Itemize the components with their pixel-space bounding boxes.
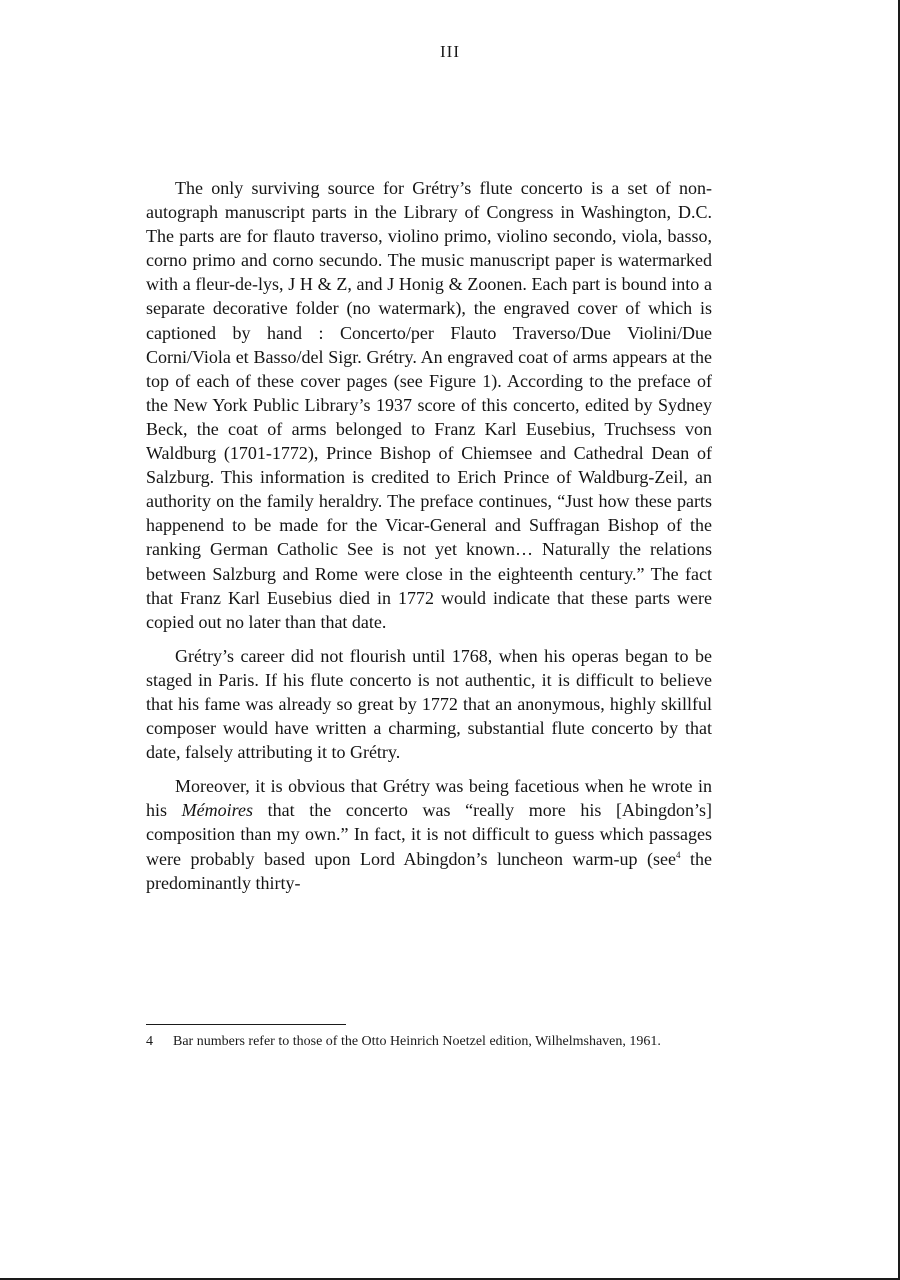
footnote-reference[interactable]: 4 <box>675 849 681 860</box>
footnote-divider <box>146 1024 346 1025</box>
paragraph-3 <box>146 774 712 894</box>
paragraph-2: Grétry’s career did not flourish until 1768, when his operas began to be staged in Paris. If his flute concerto is not authentic, it is difficult to believe that his fame was already so great by 1772 that an anonymous, highly skillful composer would have written a charming, substantial flute concerto by that date, falsely attributing it to Grétry. <box>146 645 712 763</box>
memoires-title: Mémoires <box>181 800 253 821</box>
paragraph-3-text-middle: that the concerto was “really more his [Abingdon’s] composition than my own.” In fact, it is not difficult to guess which passages were probably based upon Lord Abingdon’s luncheon warm-up (see <box>146 800 712 869</box>
footnote-text: Bar numbers refer to those of the Otto Heinrich Noetzel edition, Wilhelmshaven, 1961. <box>173 1034 661 1049</box>
paragraph-1: The only surviving source for Grétry’s flute concerto is a set of non-autograph manuscript parts in the Library of Congress in Washington, D.C. The parts are for flauto traverso, violino primo, violino secondo, viola, basso, corno primo and corno secundo. The music manuscript paper is watermarked with a fleur-de-lys, J H & Z, and J Honig & Zoonen. Each part is bound into a separate decorative folder (no watermark), the engraved cover of which is captioned by hand : Concerto/per Flauto Traverso/Due Violini/Due Corni/Viola et Basso/del Sigr. Grétry. An engraved coat of arms appears at the top of each of these cover pages (see Figure 1). According to the preface of the New York Public Library’s 1937 score of this concerto, edited by Sydney Beck, the coat of arms belonged to Franz Karl Eusebius, Truchsess von Waldburg (1701-1772), Prince Bishop of Chiemsee and Cathedral Dean of Salzburg. This information is credited to Erich Prince of Waldburg-Zeil, an authority on the family heraldry. The preface continues, “Just how these parts happenend to be made for the Vicar-General and Suffragan Bishop of the ranking German Catholic See is not yet known… Naturally the relations between Salzburg and Rome were close in the eighteenth century.” The fact that Franz Karl Eusebius died in 1772 would indicate that these parts were copied out no later than that date. <box>146 178 712 632</box>
body-text <box>146 176 712 905</box>
footnote <box>146 1032 712 1051</box>
footnote-number: 4 <box>146 1034 153 1049</box>
paragraph-3-text-after: the predominantly thirty- <box>146 848 712 893</box>
page-number: III <box>440 42 460 61</box>
paragraph-3-text-before: Moreover, it is obvious that Grétry was being facetious when he wrote in his <box>146 776 712 821</box>
